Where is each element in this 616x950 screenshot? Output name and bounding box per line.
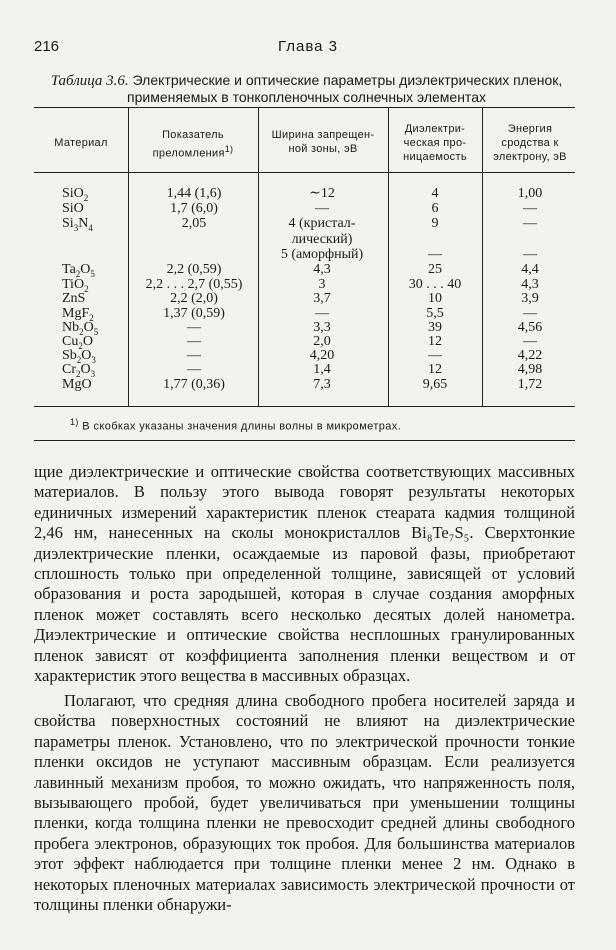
cell-refractive-index: 1,44 (1,6) [166,186,222,201]
cell-permittivity: 12 [428,334,442,349]
cell-material: MgF$_2$ [62,306,94,323]
cell-bandgap: 2,0 [313,334,331,349]
table-row [0,201,616,216]
cell-bandgap: — [315,306,329,321]
cell-bandgap: 4 (кристал- [288,216,356,231]
table-row [0,377,616,392]
page-number: 216 [34,38,60,55]
cell-refractive-index: 2,2 . . . 2,7 (0,55) [145,277,243,292]
cell-electron-affinity: 4,3 [521,277,539,292]
cell-permittivity: — [428,247,442,262]
body-paragraph-1: щие диэлектрические и оптические свойства соответствующих массивных материалов. В пользу этого вывода говорят результаты некоторых единичных измерений характеристик пленок стеарата кадмия толщиной 2,46 нм, нанесенных на сколы монокристаллов Bi₈Te₇S₅. Сверхтонкие диэлектрические пленки, осаждаемые из паровой фазы, приобретают сплошность только при определенной толщине, зависящей от условий образования и роста зародышей, которая в случае создания аморфных пленок может составлять всего несколько десятых долей нанометра. Диэлектрические и оптические свойства несплошных гранулированных пленок зависят от коэффициента заполнения пленки веществом и от характеристик этого вещества в массивных образцах. [34,462,575,686]
table-row [0,277,616,292]
cell-permittivity: 12 [428,362,442,377]
cell-bandgap: лический) [291,232,353,247]
cell-bandgap: ∼12 [309,186,335,201]
table-row [0,320,616,335]
cell-electron-affinity: 4,22 [517,348,543,363]
cell-permittivity: 5,5 [426,306,444,321]
cell-permittivity: 25 [428,262,442,277]
cell-electron-affinity: 4,56 [517,320,543,335]
cell-material: $Sb_2O_3$ [62,348,96,365]
cell-bandgap: 7,3 [313,377,331,392]
cell-bandgap: 5 (аморфный) [280,247,364,262]
cell-permittivity: 6 [431,201,439,216]
cell-bandgap: 3,3 [313,320,331,335]
cell-material: $Nb_2O_5$ [62,320,99,337]
cell-electron-affinity: 4,4 [521,262,539,277]
col-header-affinity: Энергия сродства к электрону, эВ [493,123,567,163]
cell-electron-affinity: — [523,201,537,216]
cell-refractive-index: — [187,362,201,377]
cell-refractive-index: 1,37 (0,59) [163,306,225,321]
chapter-heading: Глава 3 [277,38,339,55]
table-row [0,232,616,247]
table-row [0,291,616,306]
cell-electron-affinity: 4,98 [517,362,543,377]
table-header-rule [34,172,575,173]
cell-bandgap: 3 [318,277,326,292]
col-header-refraction: Показатель преломления$^{1)}$ [152,129,234,160]
cell-bandgap: — [315,201,329,216]
table-row [0,247,616,262]
table-row [0,348,616,363]
cell-material: TiO$_2$ [62,277,89,294]
table-top-rule [34,107,575,108]
cell-material: MgO [62,377,92,392]
cell-refractive-index: 2,05 [181,216,207,231]
cell-bandgap: 3,7 [313,291,331,306]
cell-electron-affinity: — [523,216,537,231]
cell-bandgap: 4,3 [313,262,331,277]
footnote-text: В скобках указаны значения длины волны в микрометрах. [82,420,402,433]
cell-permittivity: 4 [431,186,439,201]
table-caption-line2: применяемых в тонкопленочных солнечных элементах [127,89,486,105]
cell-refractive-index: — [187,348,201,363]
cell-material: ZnS [62,291,86,306]
table-footnote [70,417,401,433]
table-caption [34,72,579,105]
table-row [0,334,616,349]
cell-electron-affinity: 3,9 [521,291,539,306]
table-caption-label: Таблица 3.6. [50,73,129,89]
table-row [0,262,616,277]
table-row [0,216,616,231]
cell-electron-affinity: 1,00 [517,186,543,201]
cell-refractive-index: 2,2 (2,0) [170,291,218,306]
cell-material: $Cr_2O_3$ [62,362,96,379]
table-row [0,362,616,377]
cell-refractive-index: — [187,320,201,335]
cell-bandgap: 1,4 [313,362,331,377]
cell-refractive-index: 1,7 (6,0) [170,201,218,216]
cell-permittivity: 39 [428,320,442,335]
body-paragraph-2: Полагают, что средняя длина свободного пробега носителей заряда и свойства поверхностных состояний не влияют на диэлектрические параметры пленок. Установлено, что по электрической прочности тонкие пленки оксидов не уступают массивным образцам. Если реализуется лавинный механизм пробоя, то можно ожидать, что напряженность поля, вызывающего пробой, будет увеличиваться при уменьшении толщины пленки, когда толщина пленки не превосходит средней длины свободного пробега электронов, образующих ток пробоя. Для большинства материалов этот эффект наблюдается при толщине пленки менее 2 нм. Однако в некоторых пленочных материалах зависимость электрической прочности от толщины пленки обнаружи- [34,691,575,915]
table-row [0,306,616,321]
table-bottom-rule [34,406,575,407]
cell-electron-affinity: — [523,306,537,321]
cell-bandgap: 4,20 [309,348,335,363]
cell-electron-affinity: 1,72 [517,377,543,392]
cell-material: $Si_3N_4$ [62,216,93,233]
cell-permittivity: 9 [431,216,439,231]
cell-permittivity: 30 . . . 40 [408,277,462,292]
cell-electron-affinity: — [523,247,537,262]
col-header-permittivity: Диэлектри- ческая про- ницаемость [403,123,467,163]
cell-permittivity: 10 [428,291,442,306]
table-caption-line1: Электрические и оптические параметры диэлектрических пленок, [132,72,563,88]
col-header-bandgap: Ширина запрещен- ной зоны, эВ [271,129,375,155]
cell-refractive-index: — [187,334,201,349]
cell-refractive-index: 1,77 (0,36) [163,377,225,392]
footnote-mark: 1) [70,417,79,427]
footnote-rule [34,440,575,441]
cell-electron-affinity: — [523,334,537,349]
col-header-material: Материал [54,137,108,149]
cell-material: $Cu_2O$ [62,334,93,351]
cell-material: $Ta_2O_5$ [62,262,95,279]
chemical-formula: Bi₈Te₇S₅ [411,523,470,543]
cell-permittivity: 9,65 [422,377,448,392]
table-row [0,186,616,201]
cell-material: SiO$_2$ [62,186,89,203]
cell-material: SiO [62,201,84,216]
cell-permittivity: — [428,348,442,363]
cell-refractive-index: 2,2 (0,59) [166,262,222,277]
